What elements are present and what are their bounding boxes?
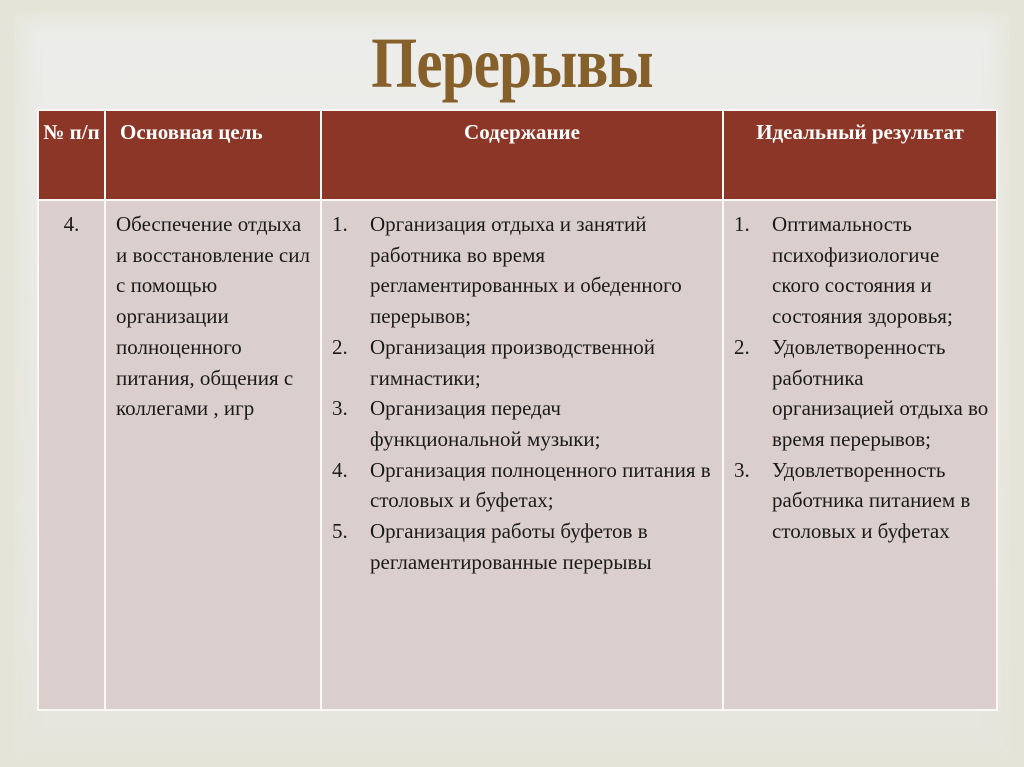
result-list bbox=[734, 209, 990, 547]
table-header-row bbox=[38, 110, 997, 200]
cell-content bbox=[321, 200, 723, 710]
cell-num: 4. bbox=[38, 200, 105, 710]
header-result: Идеальный результат bbox=[723, 110, 997, 200]
cell-result bbox=[723, 200, 997, 710]
list-item: 2. Удовлетворенность работника организацией отдыха во время перерывов; bbox=[734, 334, 989, 451]
slide-title: Перерывы bbox=[371, 23, 653, 103]
table-row bbox=[38, 200, 997, 710]
list-item: 4. Организация полноценного питания в столовых и буфетах; bbox=[332, 457, 711, 513]
content-list bbox=[332, 209, 716, 577]
list-item: 5. Организация работы буфетов в регламентированные перерывы bbox=[332, 519, 652, 574]
list-item: 2. Организация производственной гимнастики; bbox=[332, 334, 656, 390]
list-item: 1. Организация отдыха и занятий работника во время регламентированных и обеденного перерывов; bbox=[332, 212, 682, 329]
header-goal: Основная цель bbox=[105, 110, 321, 200]
breaks-table bbox=[37, 109, 998, 711]
header-content: Содержание bbox=[321, 110, 723, 200]
cell-goal: Обеспечение отдыха и восстановление сил с помощью организации полноценного питания, общения с коллегами , игр bbox=[105, 200, 321, 710]
list-item: 3. Удовлетворенность работника питанием в столовых и буфетах bbox=[734, 457, 971, 544]
list-item: 3. Организация передач функциональной музыки; bbox=[332, 396, 601, 451]
list-item: 1. Оптимальность психофизиологиче ского состояния и состояния здоровья; bbox=[734, 212, 953, 329]
header-num: № п/п bbox=[38, 110, 105, 200]
